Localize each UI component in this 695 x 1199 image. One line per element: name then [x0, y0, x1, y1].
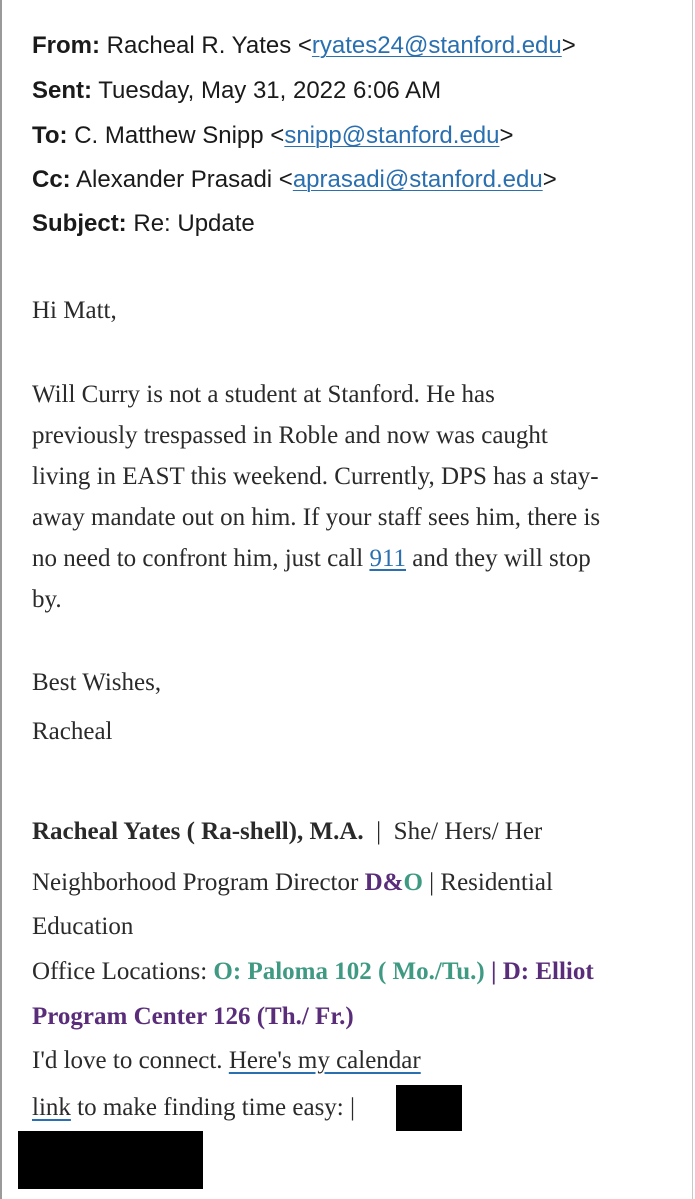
role-text-post: | Residential — [422, 869, 553, 896]
body-line-with-link — [32, 538, 662, 579]
role-amp: & — [382, 869, 404, 896]
body-text: and they will stop — [406, 545, 591, 572]
body-line: living in EAST this weekend. Currently, DPS has a stay- — [32, 463, 599, 490]
calendar-link[interactable]: Here's my calendar — [228, 1047, 421, 1074]
connect-text: I'd love to connect. — [32, 1047, 229, 1074]
signature-separator: | — [376, 818, 382, 845]
to-email-link[interactable]: snipp@stanford.edu — [284, 122, 500, 149]
cc-label: Cc: — [32, 166, 71, 193]
subject-label: Subject: — [32, 210, 127, 237]
from-email-link[interactable]: ryates24@stanford.edu — [311, 32, 562, 59]
role-o: O — [403, 869, 423, 896]
redaction-box — [396, 1085, 462, 1131]
body-line: away mandate out on him. If your staff sees him, there is — [32, 504, 601, 531]
from-name: Racheal R. Yates — [106, 32, 292, 59]
signature-role-line2: Education — [32, 913, 134, 940]
office-label: Office Locations: — [32, 958, 214, 985]
calendar-link-cont[interactable]: link — [32, 1094, 71, 1121]
body-line: by. — [32, 586, 62, 613]
redaction-box — [18, 1131, 203, 1189]
office-locations-row — [32, 957, 594, 987]
cc-row: Cc: Alexander Prasadi <aprasadi@stanford.edu> — [32, 166, 557, 193]
office-locations-row-2 — [32, 1002, 354, 1032]
signature-pronouns: She/ Hers/ Her — [393, 818, 543, 845]
subject-row — [32, 210, 255, 238]
signoff-name: Racheal — [32, 718, 113, 745]
body-line: previously trespassed in Roble and now was caught — [32, 422, 548, 449]
connect-row — [32, 1046, 421, 1076]
message-paragraph — [32, 374, 662, 620]
cc-name: Alexander Prasadi — [76, 166, 273, 193]
signature-name-row — [32, 817, 542, 847]
body-text: no need to confront him, just call — [32, 545, 370, 572]
subject-value: Re: Update — [133, 210, 255, 237]
office-separator: | — [484, 958, 503, 985]
signature-name: Racheal Yates ( Ra-shell), M.A. — [32, 818, 364, 845]
sent-row — [32, 77, 441, 105]
phone-911-link[interactable]: 911 — [369, 545, 407, 572]
cc-email-link[interactable]: aprasadi@stanford.edu — [292, 166, 543, 193]
sent-value: Tuesday, May 31, 2022 6:06 AM — [98, 77, 442, 104]
from-label: From: — [32, 32, 100, 59]
connect-row-2 — [32, 1093, 355, 1123]
office-d: D: Elliot — [502, 958, 594, 985]
from-row: From: Racheal R. Yates <ryates24@stanford.edu> — [32, 32, 576, 59]
office-d-cont: Program Center 126 (Th./ Fr.) — [32, 1003, 354, 1030]
office-o: O: Paloma 102 ( Mo./Tu.) — [213, 958, 485, 985]
closing: Best Wishes, — [32, 669, 162, 696]
role-text: Neighborhood Program Director — [32, 869, 365, 896]
greeting: Hi Matt, — [32, 297, 117, 324]
connect-text-post: to make finding time easy: | — [70, 1094, 356, 1121]
body-line: Will Curry is not a student at Stanford. He has — [32, 381, 495, 408]
to-name: C. Matthew Snipp — [74, 122, 264, 149]
role-d: D — [364, 869, 383, 896]
to-label: To: — [32, 122, 68, 149]
signature-role-row — [32, 868, 553, 898]
sent-label: Sent: — [32, 77, 92, 104]
to-row: To: C. Matthew Snipp <snipp@stanford.edu> — [32, 122, 514, 149]
